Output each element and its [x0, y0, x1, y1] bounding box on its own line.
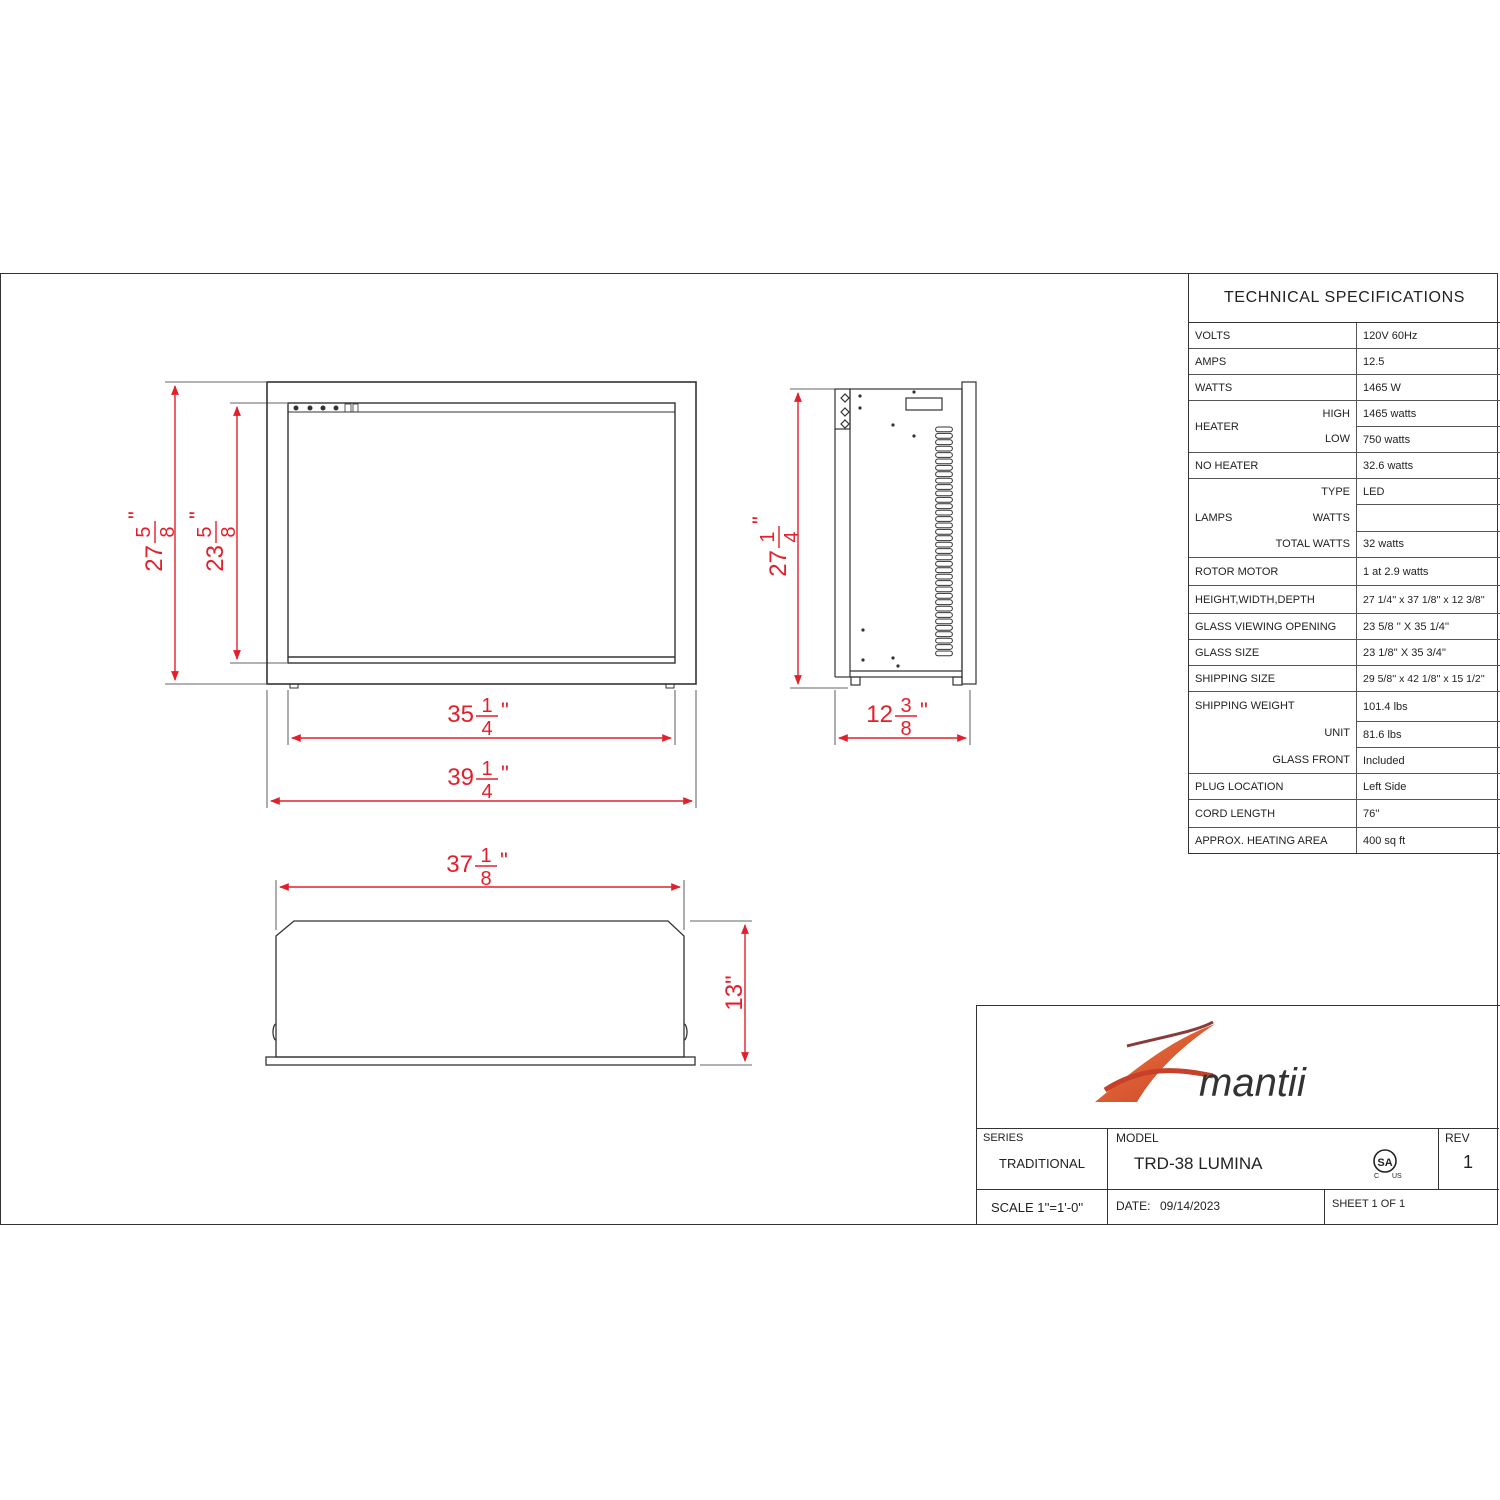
spec-value: 76'': [1357, 800, 1500, 828]
spec-label: VOLTS: [1189, 323, 1357, 349]
vent-slot: [936, 555, 953, 560]
vent-slot: [936, 510, 953, 515]
side-view: [835, 382, 976, 685]
vent-slot: [936, 632, 953, 637]
title-block: [976, 1005, 1500, 1225]
vent-slot: [936, 581, 953, 586]
spec-label: SHIPPING SIZE: [1189, 666, 1357, 692]
sheet-text: SHEET 1 OF 1: [1332, 1198, 1406, 1210]
date-value: 09/14/2023: [1160, 1199, 1221, 1213]
spec-row-no-heater: [1189, 453, 1500, 479]
rev-cell: [1439, 1128, 1499, 1190]
vent-slot: [936, 427, 953, 432]
vent-slot: [936, 465, 953, 470]
vent-slot: [936, 606, 953, 611]
spec-value: Left Side: [1357, 774, 1500, 800]
vent-slot: [936, 625, 953, 630]
dim-whole: 27: [765, 550, 792, 577]
spec-value: Included: [1357, 748, 1500, 774]
dim-numerator: 5: [133, 526, 155, 538]
dim-numerator: 1: [481, 758, 493, 780]
vent-slot: [936, 536, 953, 541]
top-extension-lines: [276, 880, 752, 1065]
dim-glass-width: [447, 695, 509, 740]
spec-table: [1188, 273, 1500, 854]
rev-value: 1: [1463, 1152, 1474, 1172]
vent-slot: [936, 593, 953, 598]
spec-value: 750 watts: [1357, 427, 1500, 453]
dim-denominator: 4: [481, 781, 493, 803]
vent-slot: [936, 517, 953, 522]
spec-value: 101.4 lbs: [1357, 692, 1500, 722]
spec-lamps-cell: [1189, 479, 1357, 558]
series-cell: [977, 1128, 1108, 1190]
spec-sublabel-watts: WATTS: [1312, 512, 1350, 524]
spec-value: 81.6 lbs: [1357, 722, 1500, 748]
vent-slot: [936, 542, 953, 547]
spec-value: 1465 W: [1357, 375, 1500, 401]
sheet-cell: [1325, 1190, 1499, 1224]
date-cell: [1108, 1190, 1325, 1224]
spec-label: APPROX. HEATING AREA: [1189, 828, 1357, 854]
dim-top-depth: 13": [721, 975, 748, 1011]
spec-heater-cell: [1189, 401, 1357, 453]
spec-label: WATTS: [1189, 375, 1357, 401]
series-label: SERIES: [983, 1132, 1024, 1144]
vent-slot: [936, 561, 953, 566]
front-view: [267, 382, 696, 688]
amantii-logo: [977, 1006, 1499, 1128]
spec-label: GLASS VIEWING OPENING: [1189, 614, 1357, 640]
spec-value: LED: [1357, 479, 1500, 505]
spec-sublabel-unit: UNIT: [1324, 726, 1350, 739]
spec-value: 120V 60Hz: [1357, 323, 1500, 349]
spec-value: 32.6 watts: [1357, 453, 1500, 479]
dim-glass-height: [185, 511, 240, 572]
vent-slot: [936, 497, 953, 502]
spec-row-amps: [1189, 349, 1500, 375]
spec-value: [1357, 505, 1500, 531]
dim-whole: 12: [866, 701, 893, 728]
dim-numerator: 1: [481, 695, 493, 717]
front-extension-lines: [165, 382, 696, 808]
spec-sublabel-glass-front: GLASS FRONT: [1272, 753, 1350, 766]
spec-row-volts: [1189, 323, 1500, 349]
spec-value: 400 sq ft: [1363, 834, 1406, 847]
vent-slot: [936, 638, 953, 643]
spec-label: AMPS: [1189, 349, 1357, 375]
dim-top-width: [446, 845, 508, 890]
vent-slot: [936, 446, 953, 451]
model-value: TRD-38 LUMINA: [1134, 1154, 1263, 1173]
vent-slot: [936, 587, 953, 592]
vent-slot: [936, 568, 953, 573]
dim-numerator: 3: [900, 695, 912, 717]
dim-unit: ": [124, 511, 149, 519]
dim-unit: ": [748, 516, 773, 524]
dim-denominator: 8: [480, 868, 492, 890]
dim-denominator: 8: [157, 526, 179, 538]
spec-row-shipping-size: [1189, 666, 1500, 692]
spec-label: CORD LENGTH: [1189, 800, 1357, 828]
vent-slot: [936, 485, 953, 490]
dim-numerator: 1: [757, 531, 779, 543]
spec-row-heater: [1189, 401, 1500, 427]
dim-denominator: 8: [900, 718, 912, 740]
logo-swoosh-a: [1095, 1024, 1215, 1102]
spec-row-hwd: [1189, 586, 1500, 614]
spec-value: 23 5/8 '' X 35 1/4'': [1357, 614, 1500, 640]
dim-whole: 39: [447, 764, 474, 791]
vent-slot: [936, 504, 953, 509]
spec-value: 32 watts: [1357, 531, 1500, 557]
series-value: TRADITIONAL: [999, 1156, 1085, 1171]
side-extension-lines: [790, 389, 970, 745]
spec-value: 1465 watts: [1357, 401, 1500, 427]
csa-cert-icon: [1370, 1146, 1404, 1180]
top-view: [266, 921, 695, 1065]
dim-whole: 23: [202, 545, 229, 572]
vent-slot: [936, 651, 953, 656]
rev-label: REV: [1445, 1131, 1470, 1145]
dim-unit: ": [501, 698, 509, 723]
vent-slot: [936, 453, 953, 458]
dim-denominator: 4: [481, 718, 493, 740]
dim-overall-width: [447, 758, 509, 803]
vent-slot: [936, 440, 953, 445]
dim-denominator: 8: [218, 526, 240, 538]
vent-slot: [936, 478, 953, 483]
vent-slot: [936, 549, 953, 554]
spec-row-lamps: [1189, 479, 1500, 505]
side-screws: [858, 390, 915, 667]
spec-row-cord: [1189, 800, 1500, 828]
vent-slot: [936, 529, 953, 534]
spec-label: GLASS SIZE: [1189, 640, 1357, 666]
spec-row-glass-viewing: [1189, 614, 1500, 640]
front-dimension-lines: [175, 386, 692, 801]
vent-slot: [936, 491, 953, 496]
dim-overall-height: [124, 511, 179, 572]
spec-row-glass-size: [1189, 640, 1500, 666]
vent-slot: [936, 619, 953, 624]
dim-whole: 27: [141, 545, 168, 572]
spec-row-shipping-weight: [1189, 692, 1500, 722]
csa-us-text: US: [1392, 1173, 1402, 1180]
vent-slot: [936, 645, 953, 650]
vent-slot: [936, 433, 953, 438]
dim-unit: ": [920, 698, 928, 723]
scale-text: SCALE 1''=1'-0'': [991, 1200, 1084, 1215]
model-cell: [1108, 1128, 1439, 1190]
logo-area: [977, 1006, 1499, 1129]
dim-numerator: 1: [480, 845, 492, 867]
spec-title: TECHNICAL SPECIFICATIONS: [1189, 273, 1500, 323]
vent-slot: [936, 523, 953, 528]
spec-sublabel-low: LOW: [1324, 433, 1350, 446]
vent-slot: [936, 613, 953, 618]
spec-label: HEATER: [1195, 420, 1239, 433]
spec-row-heating-area: [1189, 828, 1500, 854]
spec-sublabel-high: HIGH: [1322, 407, 1350, 420]
logo-text: mantii: [1199, 1061, 1306, 1105]
csa-c-text: C: [1374, 1173, 1380, 1180]
vent-slot: [936, 600, 953, 605]
dim-unit: ": [185, 511, 210, 519]
spec-grid: [1189, 323, 1500, 853]
csa-cert-mark: [1370, 1146, 1404, 1180]
spec-row-watts: [1189, 375, 1500, 401]
spec-value: 27 1/4'' x 37 1/8'' x 12 3/8'': [1357, 586, 1500, 614]
spec-value: 23 1/8'' X 35 3/4'': [1357, 640, 1500, 666]
spec-label: HEIGHT,WIDTH,DEPTH: [1189, 586, 1357, 614]
model-label: MODEL: [1116, 1131, 1159, 1145]
vent-slot: [936, 459, 953, 464]
spec-value: 1 at 2.9 watts: [1357, 558, 1500, 586]
dim-whole: 37: [446, 851, 473, 878]
spec-label: SHIPPING WEIGHT: [1195, 699, 1295, 712]
spec-label: NO HEATER: [1189, 453, 1357, 479]
vent-slot: [936, 472, 953, 477]
spec-label: PLUG LOCATION: [1189, 774, 1357, 800]
csa-text: SA: [1377, 1157, 1393, 1169]
dim-numerator: 5: [194, 526, 216, 538]
scale-cell: [977, 1190, 1108, 1224]
dim-side-height: [748, 516, 803, 577]
dim-denominator: 4: [781, 531, 803, 543]
dim-unit: ": [500, 848, 508, 873]
spec-shipping-weight-cell: [1189, 692, 1357, 774]
date-label: DATE:: [1116, 1199, 1151, 1213]
spec-label: LAMPS: [1195, 512, 1233, 524]
spec-row-plug: [1189, 774, 1500, 800]
spec-value: 29 5/8'' x 42 1/8'' x 15 1/2'': [1357, 666, 1500, 692]
spec-label: ROTOR MOTOR: [1189, 558, 1357, 586]
spec-row-rotor: [1189, 558, 1500, 586]
top-dimension-lines: [280, 887, 745, 1061]
side-vents: [936, 427, 953, 656]
vent-slot: [936, 574, 953, 579]
spec-sublabel-type: TYPE: [1321, 486, 1350, 498]
spec-value: 12.5: [1357, 349, 1500, 375]
dim-unit: ": [501, 761, 509, 786]
spec-sublabel-total: TOTAL WATTS: [1275, 538, 1350, 550]
dim-whole: 35: [447, 701, 474, 728]
dim-side-depth: [866, 695, 928, 740]
